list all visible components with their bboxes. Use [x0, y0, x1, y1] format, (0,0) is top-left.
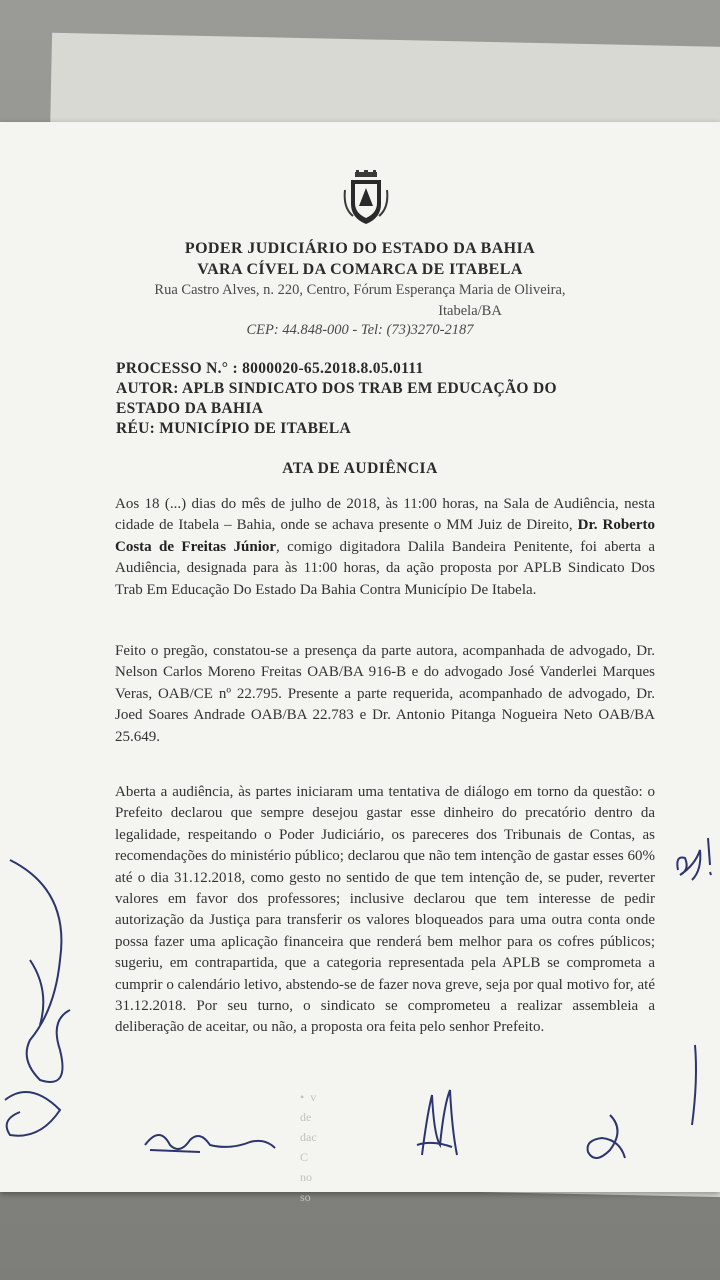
margin-mark-right — [680, 1040, 710, 1130]
opening-text: Aos 18 (...) dias do mês de julho de 2018, às 11:00 horas, na Sala de Audiência, nesta cidade de Itabela – Bahia, onde se achava presente o MM Juiz de Direito, — [115, 496, 655, 534]
case-number: PROCESSO N.° : 8000020-65.2018.8.05.0111 — [116, 360, 424, 377]
document-page — [0, 122, 720, 1204]
signature-bottom-1 — [140, 1120, 280, 1160]
case-author-cont: ESTADO DA BAHIA — [116, 400, 264, 417]
signature-bottom-3 — [580, 1110, 640, 1170]
header-vara: VARA CÍVEL DA COMARCA DE ITABELA — [197, 261, 523, 278]
case-defendant: RÉU: MUNICÍPIO DE ITABELA — [116, 420, 351, 437]
paragraph-presence: Feito o pregão, constatou-se a presença da parte autora, acompanhada de advogado, Dr. Nelson Carlos Moreno Freitas OAB/BA 916-B e do advogado José Vanderlei Marques Veras, OAB/CE nº 22.795. Presente a parte requerida, acompanhado de advogado, Dr. Joed Soares Andrade OAB/BA 22.783 e Dr. Antonio Pitanga Nogueira Neto OAB/BA 25.649. — [115, 643, 655, 745]
paragraph-opening — [115, 494, 655, 601]
coat-of-arms-icon — [343, 170, 389, 226]
signature-bottom-2 — [412, 1085, 462, 1165]
header-contact: CEP: 44.848-000 - Tel: (73)3270-2187 — [246, 322, 474, 338]
judge-name: Dr. Roberto Costa de Freitas Júnior — [115, 517, 655, 555]
header-address: Rua Castro Alves, n. 220, Centro, Fórum Esperança Maria de Oliveira, — [154, 282, 566, 298]
header-city: Itabela/BA — [438, 303, 502, 319]
margin-signature-left — [0, 850, 90, 1150]
paragraph-dialogue: Aberta a audiência, às partes iniciaram uma tentativa de diálogo em torno da questão: o Prefeito declarou que sempre desejou gastar esse dinheiro do precatório dentro da legalidade, respeitando o Poder Judiciário, os pareceres dos Tribunais de Contas, as recomendações do ministério público; declarou que não tem intenção de gastar esses 60% até o dia 31.12.2018, como gesto no sentido de que tem intenção de, se puder, reverter valores em favor dos professores; inclusive declarou que tem interesse de pedir autorização da Justiça para transferir os valores bloqueados para uma outra conta onde possa fazer uma aplicação financeira que renderá bem melhor para os cofres públicos; sugeriu, em contrapartida, que a categoria representada pela APLB se comprometa a cumprir o calendário letivo, abstendo-se de fazer nova greve, seja por qual motivo for, até 31.12.2018. Por seu turno, o sindicato se comprometeu a realizar assembleia a deliberação de aceitar, ou não, a proposta ora feita pelo senhor Prefeito. — [115, 784, 655, 1036]
case-author: AUTOR: APLB SINDICATO DOS TRAB EM EDUCAÇÃO DO — [116, 380, 557, 397]
opening-text-cont: , comigo digitadora Dalila Bandeira Penitente, foi aberta a Audiência, designada para às 11:00 horas, da ação proposta por APLB Sindicato Dos Trab Em Educação Do Estado Da Bahia Contra Município De Itabela. — [115, 538, 655, 598]
document-title: ATA DE AUDIÊNCIA — [282, 460, 438, 477]
bleed-through-text: • v de dac C no so — [300, 1090, 317, 1204]
header-court: PODER JUDICIÁRIO DO ESTADO DA BAHIA — [184, 240, 536, 257]
margin-initials-right — [670, 830, 715, 890]
